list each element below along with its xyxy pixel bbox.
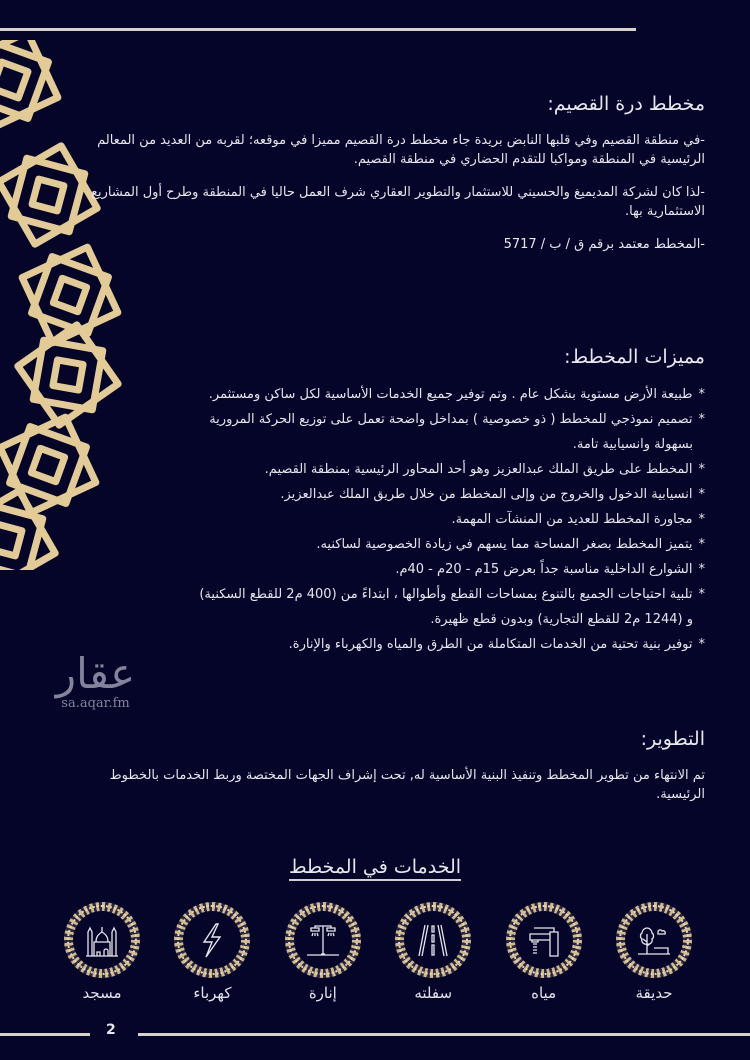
- watermark-url: sa.aqar.fm: [61, 696, 130, 711]
- approval-number: -المخطط معتمد برقم ق / ب / 5717: [503, 237, 705, 252]
- overview-title: مخطط درة القصيم:: [547, 93, 705, 115]
- service-label: سفلته: [414, 984, 453, 1002]
- service-electricity: [172, 902, 252, 1002]
- bullet-star: *: [698, 387, 705, 402]
- overview-paragraph: -لذا كان لشركة المديميغ والحسيني للاستثمار والتطوير العقاري شرف العمل حاليا في المنطقة وطرح أول المشاريع الاستثمارية بها.: [91, 185, 705, 219]
- service-mosque: [62, 902, 142, 1002]
- overview-paragraph: -في منطقة القصيم وفي قلبها النابض بريدة جاء مخطط درة القصيم مميزا في موقعه؛ لقربه من العديد من المعالم الرئيسية في المنطقة ومواكبا للتقدم الحضاري في منطقة القصيم.: [97, 133, 705, 167]
- feature-item: *مجاورة المخطط للعديد من المنشآت المهمة.: [451, 512, 705, 527]
- services-title: الخدمات في المخطط: [0, 856, 750, 878]
- footer-divider-left: [0, 1033, 90, 1036]
- feature-item: *انسيابية الدخول والخروج من وإلى المخطط من خلال طريق الملك عبدالعزيز.: [280, 487, 705, 502]
- road-icon: [413, 920, 453, 960]
- feature-item-continuation: و (1244 م2 للقطع التجارية) وبدون قطع ظهيرة.: [430, 612, 693, 627]
- development-paragraph: تم الانتهاء من تطوير المخطط وتنفيذ البنية الأساسية له, تحت إشراف الجهات المختصة وربط الخدمات بالخطوط الرئيسية.: [109, 768, 705, 802]
- page-number: 2: [106, 1022, 116, 1038]
- feature-item: *طبيعة الأرض مستوية بشكل عام . وتم توفير جميع الخدمات الأساسية لكل ساكن ومستثمر.: [208, 387, 705, 402]
- feature-item: *يتميز المخطط بصغر المساحة مما يسهم في زيادة الخصوصية لساكنيه.: [316, 537, 705, 552]
- service-paving: [393, 902, 473, 1002]
- ornate-ring: [506, 902, 582, 978]
- park-icon: [634, 920, 674, 960]
- service-label: إنارة: [308, 984, 337, 1002]
- features-section: [60, 346, 705, 657]
- lightning-icon: [192, 920, 232, 960]
- service-label: حديقة: [635, 984, 673, 1002]
- watermark-logo: عقار: [55, 649, 136, 698]
- feature-item-continuation: بسهولة وانسيابية تامة.: [572, 437, 693, 452]
- bullet-star: *: [698, 537, 705, 552]
- mosque-icon: [82, 920, 122, 960]
- service-label: مسجد: [82, 984, 122, 1002]
- ornate-ring: [64, 902, 140, 978]
- feature-item: *تصميم نموذجي للمخطط ( ذو خصوصية ) بمداخل واضحة تعمل على توزيع الحركة المرورية: [209, 412, 705, 427]
- bullet-star: *: [698, 587, 705, 602]
- development-title: التطوير:: [640, 728, 705, 750]
- service-water: [504, 902, 584, 1002]
- ornate-ring: [616, 902, 692, 978]
- ornate-ring: [174, 902, 250, 978]
- services-row: [62, 902, 694, 1002]
- bullet-star: *: [698, 562, 705, 577]
- top-divider: [0, 28, 636, 31]
- service-label: كهرباء: [193, 984, 232, 1002]
- feature-item: *المخطط على طريق الملك عبدالعزيز وهو أحد المحاور الرئيسية بمنطقة القصيم.: [264, 462, 705, 477]
- features-list: [60, 382, 705, 657]
- feature-item: *تلبية احتياجات الجميع بالتنوع بمساحات القطع وأطوالها ، ابتداءً من (400 م2 للقطع السكنية): [199, 587, 705, 602]
- footer-divider-right: [138, 1033, 750, 1036]
- bullet-star: *: [698, 637, 705, 652]
- development-section: [80, 728, 705, 804]
- ornate-ring: [395, 902, 471, 978]
- ornate-ring: [285, 902, 361, 978]
- bullet-star: *: [698, 412, 705, 427]
- bullet-star: *: [698, 487, 705, 502]
- feature-item: *الشوارع الداخلية مناسبة جداً بعرض 15م - 20م - 40م.: [395, 562, 705, 577]
- faucet-icon: [524, 920, 564, 960]
- aqar-watermark: [38, 649, 153, 711]
- bullet-star: *: [698, 512, 705, 527]
- bullet-star: *: [698, 462, 705, 477]
- service-label: مياه: [531, 984, 557, 1002]
- street-lamp-icon: [303, 920, 343, 960]
- overview-section: [60, 93, 705, 254]
- features-title: مميزات المخطط:: [564, 346, 705, 368]
- service-park: [614, 902, 694, 1002]
- service-lighting: [283, 902, 363, 1002]
- feature-item: *توفير بنية تحتية من الخدمات المتكاملة من الطرق والمياه والكهرباء والإنارة.: [288, 637, 705, 652]
